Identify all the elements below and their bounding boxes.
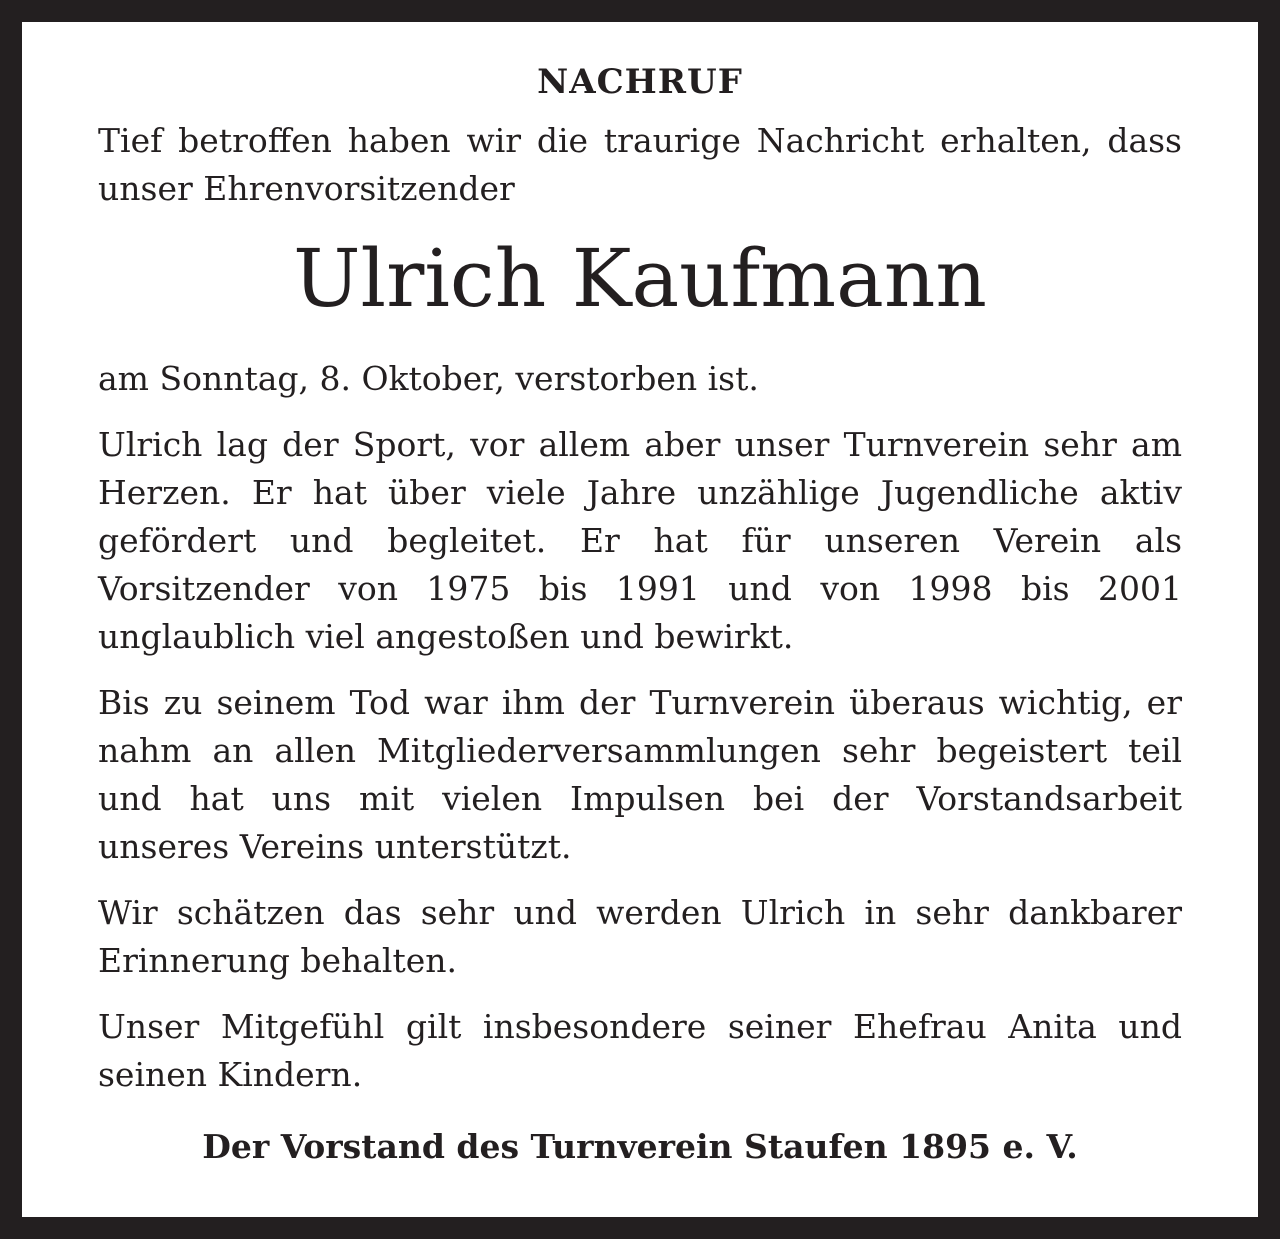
death-date-text: am Sonntag, 8. Oktober, verstorben ist. [98,359,759,398]
tribute-paragraph: Bis zu seinem Tod war ihm der Turnverein überaus wichtig, er nahm an allen Mitgliederversammlungen sehr begeistert teil und hat uns mit vielen Impulsen bei der Vorstandsarbeit unseres Vereins unterstützt. [98,683,1182,866]
notice-heading: NACHRUF [537,62,743,102]
deceased-name: Ulrich Kaufmann [293,232,987,325]
condolence-paragraph: Unser Mitgefühl gilt insbesondere seiner Ehefrau Anita und seinen Kindern. [98,1007,1182,1094]
obituary-notice [22,22,1258,1217]
signature-line: Der Vorstand des Turnverein Staufen 1895 e. V. [202,1127,1078,1166]
intro-text: Tief betroffen haben wir die traurige Nachricht erhalten, dass unser Ehrenvorsitzender [98,121,1182,208]
tribute-paragraph: Wir schätzen das sehr und werden Ulrich in sehr dankbarer Erinnerung behalten. [98,893,1182,980]
tribute-paragraph: Ulrich lag der Sport, vor allem aber unser Turnverein sehr am Herzen. Er hat über viele Jahre unzählige Jugendliche aktiv gefördert und begleitet. Er hat für unseren Verein als Vorsitzender von 1975 bis 1991 und von 1998 bis 2001 unglaublich viel angestoßen und bewirkt. [98,425,1182,656]
